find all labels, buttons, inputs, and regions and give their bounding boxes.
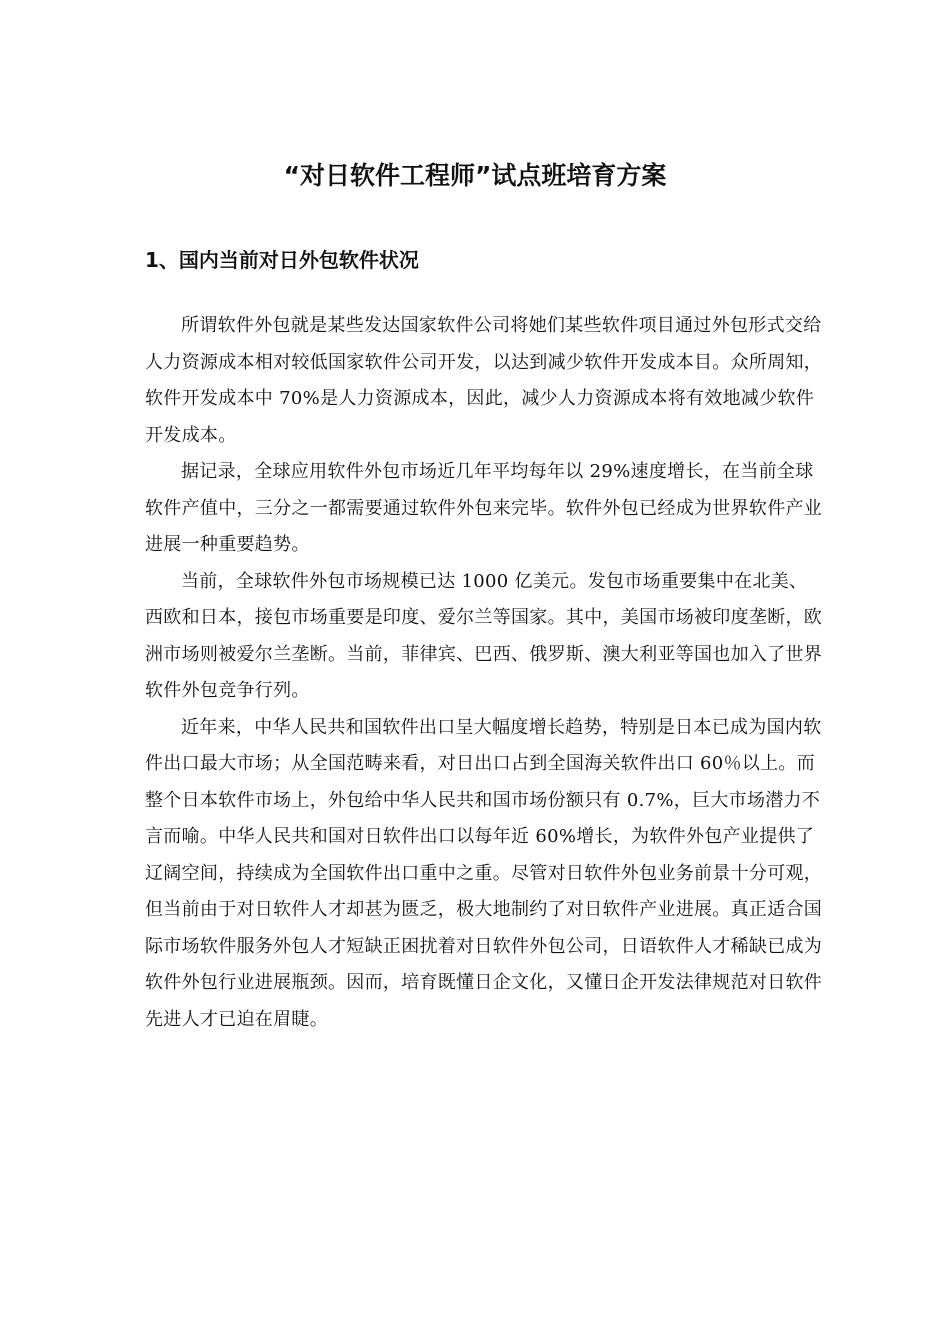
paragraph-market-scale: 当前，全球软件外包市场规模已达 1000 亿美元。发包市场重要集中在北美、西欧和日本，接包市场重要是印度、爱尔兰等国家。其中，美国市场被印度垄断，欧洲市场则被爱尔兰垄断。当前，菲律宾、巴西、俄罗斯、澳大利亚等国也加入了世界软件外包竞争行列。 <box>145 570 823 701</box>
paragraph-outsourcing-definition: 所谓软件外包就是某些发达国家软件公司将她们某些软件项目通过外包形式交给人力资源成本相对较低国家软件公司开发，以达到减少软件开发成本目。众所周知，软件开发成本中 70%是人力资源成本，因此，减少人力资源成本将有效地减少软件开发成本。 <box>145 315 823 446</box>
section-heading: 1、国内当前对日外包软件状况 <box>145 248 419 272</box>
document-title: “对日软件工程师”试点班培育方案 <box>283 161 667 190</box>
paragraph-global-growth: 据记录，全球应用软件外包市场近几年平均每年以 29%速度增长，在当前全球软件产值中，三分之一都需要通过软件外包来完毕。软件外包已经成为世界软件产业进展一种重要趋势。 <box>145 461 823 555</box>
paragraph-china-japan-exports: 近年来，中华人民共和国软件出口呈大幅度增长趋势，特别是日本已成为国内软件出口最大市场；从全国范畴来看，对日出口占到全国海关软件出口 60％以上。而整个日本软件市场上，外包给中华人民共和国市场份额只有 0.7%，巨大市场潜力不言而喻。中华人民共和国对日软件出口以每年近 60%增长，为软件外包产业提供了辽阔空间，持续成为全国软件出口重中之重。尽管对日软件外包业务前景十分可观，但当前由于对日软件人才却甚为匮乏，极大地制约了对日软件产业进展。真正适合国际市场软件服务外包人才短缺正困扰着对日软件外包公司，日语软件人才稀缺已成为软件外包行业进展瓶颈。因而，培育既懂日企文化，又懂日企开发法律规范对日软件先进人才已迫在眉睫。 <box>145 716 823 1030</box>
body-text <box>145 308 825 1038</box>
